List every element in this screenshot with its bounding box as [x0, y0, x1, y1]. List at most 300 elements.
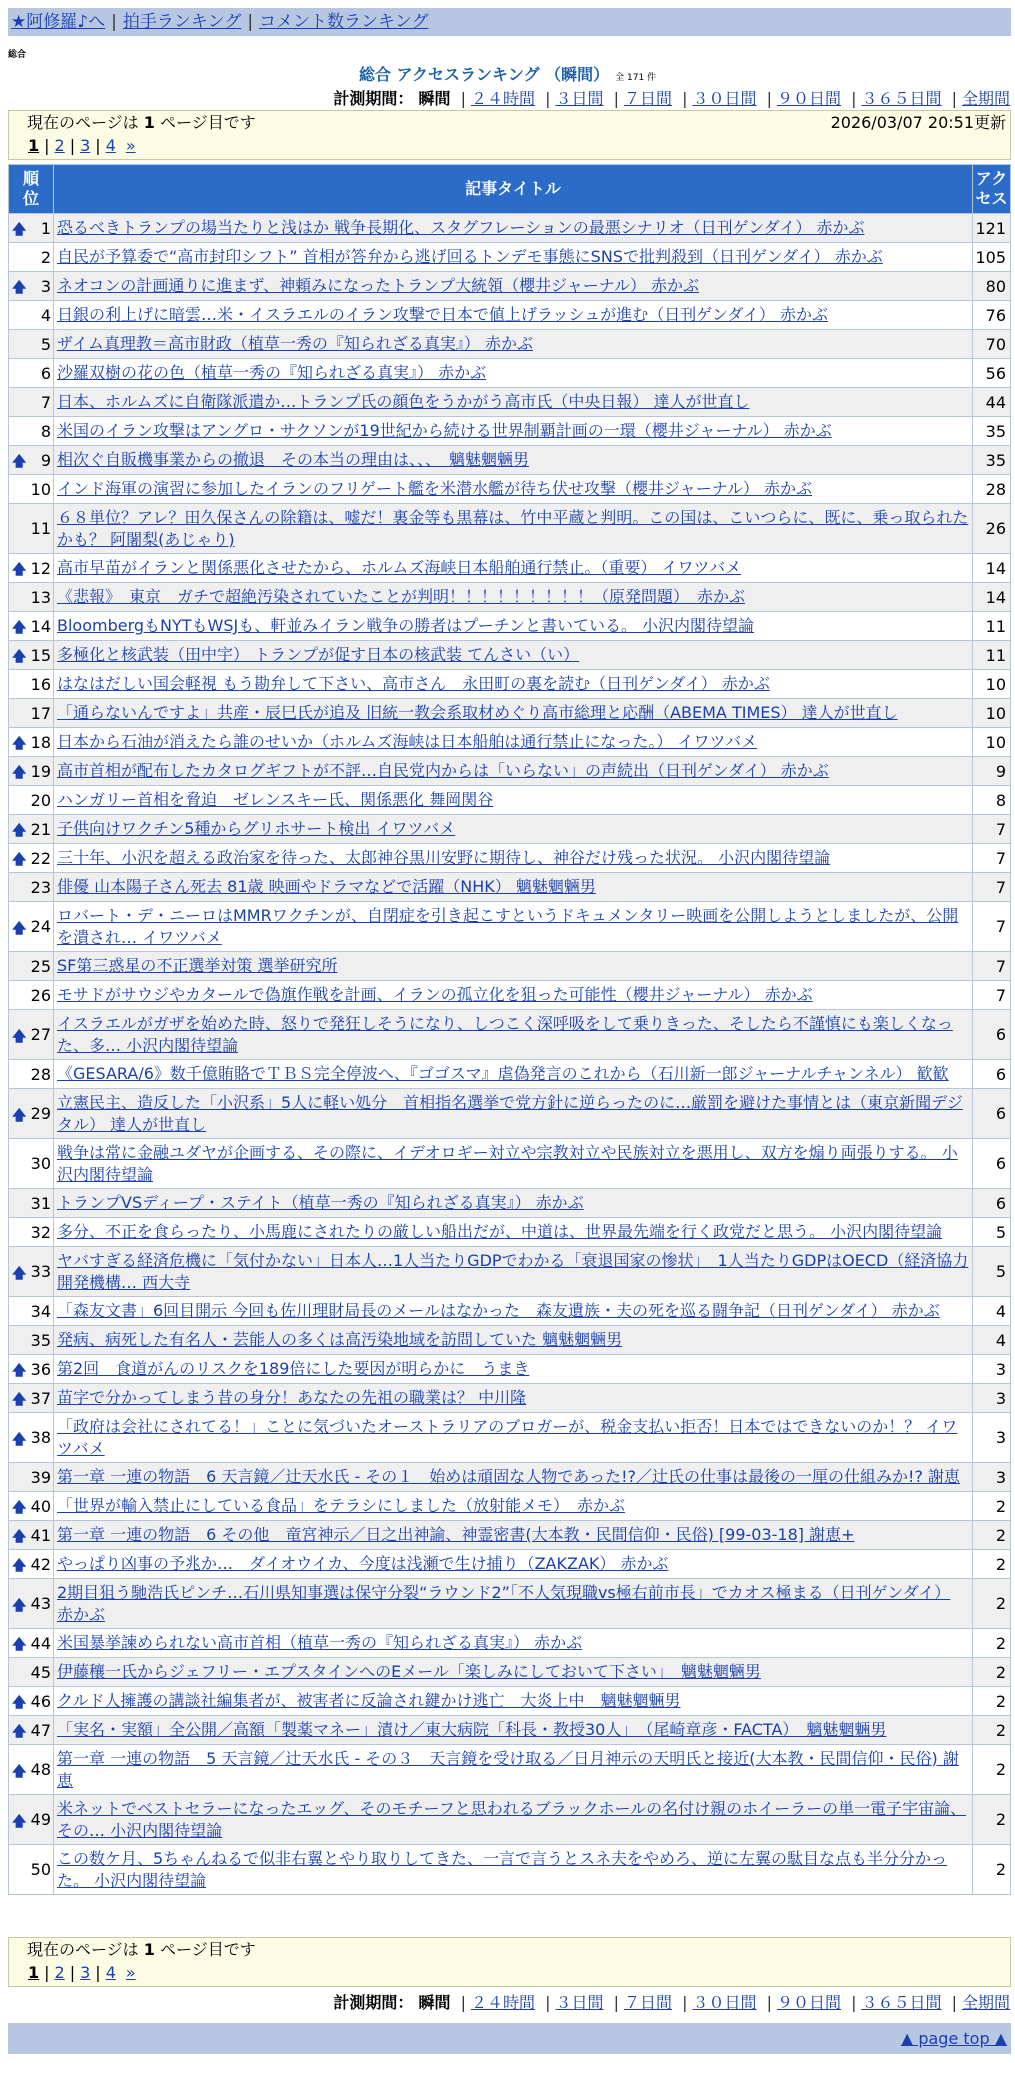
rank-cell [9, 1089, 54, 1139]
access-count: 10 [973, 699, 1011, 728]
article-link[interactable]: 相次ぐ自販機事業からの撤退 その本当の理由は、、、 魑魅魍魎男 [57, 450, 530, 469]
title-cell [54, 1579, 973, 1629]
period-link-30d[interactable]: ３０日間 [692, 89, 757, 108]
title-cell [54, 475, 973, 504]
table-row [9, 1492, 1011, 1521]
table-row [9, 873, 1011, 902]
article-link[interactable]: この数ケ月、5ちゃんねるで似非右翼とやり取りしてきた、一言で言うとスネ夫をやめろ、逆に左翼の駄目な点も半分分かった。 小沢内閣待望論 [57, 1848, 948, 1890]
article-link[interactable]: 「通らないんですよ」共産・辰巳氏が追及 旧統一教会系取材めぐり高市総理と応酬（ABEMA TIMES） 達人が世直し [57, 703, 898, 722]
article-link[interactable]: 日銀の利上げに暗雲…米・イスラエルのイラン攻撃で日本で値上げラッシュが進む（日刊ゲンダイ） 赤かぶ [57, 305, 829, 324]
rank-cell [9, 1218, 54, 1247]
article-link[interactable]: 米国のイラン攻撃はアングロ・サクソンが19世紀から続ける世界制覇計画の一環（櫻井ジャーナル） 赤かぶ [57, 421, 832, 440]
article-link[interactable]: 「世界が輸入禁止にしている食品」をテラシにしました（放射能メモ） 赤かぶ [57, 1496, 626, 1515]
table-row [9, 504, 1011, 554]
article-link[interactable]: 自民が予算委で“高市封印シフト” 首相が答弁から逃げ回るトンデモ事態にSNSで批判殺到（日刊ゲンダイ） 赤かぶ [57, 247, 883, 266]
title-cell [54, 699, 973, 728]
access-count: 7 [973, 952, 1011, 981]
header-access: アクセス [973, 165, 1011, 214]
table-row [9, 1463, 1011, 1492]
rank-number: 29 [30, 1104, 51, 1123]
page-link-3[interactable]: 3 [80, 136, 91, 155]
article-link[interactable]: SF第三惑星の不正選挙対策 選挙研究所 [57, 956, 338, 975]
rank-number: 12 [30, 558, 51, 578]
article-link[interactable]: 戦争は常に金融ユダヤが企画する、その際に、イデオロギー対立や宗教対立や民族対立を悪用し、双方を煽り両張りする。 小沢内閣待望論 [57, 1142, 958, 1184]
page-top-link[interactable]: ▲ page top ▲ [900, 2029, 1007, 2048]
period-link-3d[interactable]: ３日間 [555, 89, 604, 108]
article-link[interactable]: 発病、病死した有名人・芸能人の多くは高汚染地域を訪問していた 魑魅魍魎男 [57, 1330, 623, 1349]
rank-cell [9, 417, 54, 446]
access-count: 4 [973, 1326, 1011, 1355]
rank-number: 36 [30, 1359, 51, 1379]
up-arrow-icon: 🡅 [12, 1028, 27, 1045]
access-count: 2 [973, 1579, 1011, 1629]
rank-cell [9, 1745, 54, 1795]
article-link[interactable]: 高市早苗がイランと関係悪化させたから、ホルムズ海峡日本船舶通行禁止。（重要） イワツバメ [57, 558, 742, 577]
title-cell [54, 1521, 973, 1550]
rank-number: 31 [30, 1193, 51, 1213]
pager-top [8, 110, 1011, 160]
article-link[interactable]: 苗字で分かってしまう昔の身分！あなたの先祖の職業は？ 中川隆 [57, 1388, 527, 1407]
access-count: 5 [973, 1247, 1011, 1297]
period-link-all[interactable]: 全期間 [961, 89, 1010, 108]
ranking-body [9, 214, 1011, 1895]
rank-number: 3 [40, 276, 51, 296]
up-arrow-icon: 🡅 [12, 1558, 27, 1574]
access-count: 76 [973, 301, 1011, 330]
table-row [9, 1060, 1011, 1089]
article-link[interactable]: クルド人擁護の講談社編集者が、被害者に反論され鍵かけ逃亡 大炎上中 魑魅魍魎男 [57, 1691, 681, 1710]
title-cell [54, 1492, 973, 1521]
access-count: 10 [973, 670, 1011, 699]
rank-number: 23 [30, 877, 51, 897]
title-cell [54, 1010, 973, 1060]
article-link[interactable]: はなはだしい国会軽視 もう勘弁して下さい、高市さん 永田町の裏を読む（日刊ゲンダイ） 赤かぶ [57, 674, 770, 693]
rank-number: 2 [40, 247, 51, 267]
rank-number: 19 [30, 761, 51, 781]
up-arrow-icon: 🡅 [12, 222, 27, 238]
title-cell [54, 1218, 973, 1247]
article-link[interactable]: 高市首相が配布したカタログギフトが不評…自民党内からは「いらない」の声続出（日刊ゲンダイ） 赤かぶ [57, 761, 829, 780]
up-arrow-icon: 🡅 [12, 1813, 27, 1830]
article-link[interactable]: 多分、不正を食らったり、小馬鹿にされたりの厳しい船出だが、中道は、世界最先端を行く政党だと思う。 小沢内閣待望論 [57, 1222, 943, 1241]
access-count: 14 [973, 583, 1011, 612]
table-row [9, 1579, 1011, 1629]
access-count: 44 [973, 388, 1011, 417]
table-row [9, 1297, 1011, 1326]
access-count: 56 [973, 359, 1011, 388]
rank-number: 15 [30, 645, 51, 665]
title-cell [54, 1795, 973, 1845]
title-cell [54, 1629, 973, 1658]
title-cell [54, 504, 973, 554]
pagination: 1 | 2 | 3 | 4 » [28, 1963, 136, 1982]
article-link[interactable]: 三十年、小沢を超える政治家を待った、太郎神谷黒川安野に期待し、神谷だけ残った状況。 小沢内閣待望論 [57, 848, 831, 867]
title-cell [54, 1716, 973, 1745]
page-status: 現在のページは 1 ページ目です 2026/03/07 20:51更新 [9, 111, 1010, 135]
table-row [9, 1384, 1011, 1413]
rank-cell [9, 446, 54, 475]
access-count: 3 [973, 1384, 1011, 1413]
rank-cell [9, 1247, 54, 1297]
article-link[interactable]: ６８単位？アレ？田久保さんの除籍は、嘘だ！裏金等も黒幕は、竹中平蔵と判明。この国は、こいつらに、既に、乗っ取られたかも？ 阿闍梨(あじゃり) [57, 507, 969, 549]
rank-cell [9, 873, 54, 902]
rank-cell [9, 388, 54, 417]
table-row [9, 902, 1011, 952]
rank-number: 8 [40, 421, 51, 441]
article-link[interactable]: モサドがサウジやカタールで偽旗作戦を計画、イランの孤立化を狙った可能性（櫻井ジャーナル） 赤かぶ [57, 985, 813, 1004]
nav-separator: | [111, 12, 117, 32]
rank-cell [9, 583, 54, 612]
rank-number: 37 [30, 1388, 51, 1408]
page-link-2[interactable]: 2 [54, 1963, 65, 1982]
rank-cell [9, 1795, 54, 1845]
article-link[interactable]: 2期目狙う馳浩氏ピンチ…石川県知事選は保守分裂“ラウンド2”「不人気現職vs極右前市長」でカオス極まる（日刊ゲンダイ） 赤かぶ [57, 1582, 951, 1624]
table-row [9, 1139, 1011, 1189]
article-link[interactable]: ザイム真理教＝高市財政（植草一秀の『知られざる真実』） 赤かぶ [57, 334, 533, 353]
rank-cell [9, 475, 54, 504]
access-count: 7 [973, 981, 1011, 1010]
rank-cell [9, 728, 54, 757]
up-arrow-icon: 🡅 [12, 620, 27, 636]
access-count: 2 [973, 1658, 1011, 1687]
article-link[interactable]: 俳優 山本陽子さん死去 81歳 映画やドラマなどで活躍（NHK） 魑魅魍魎男 [57, 877, 596, 896]
total-count: 全 171 件 [615, 73, 657, 83]
title-cell [54, 641, 973, 670]
table-row [9, 554, 1011, 583]
access-count: 3 [973, 1463, 1011, 1492]
table-row [9, 1326, 1011, 1355]
access-count: 28 [973, 475, 1011, 504]
table-row [9, 670, 1011, 699]
title-cell [54, 359, 973, 388]
article-link[interactable]: ロバート・デ・ニーロはMMRワクチンが、自閉症を引き起こすというドキュメンタリー映画を公開しようとしましたが、公開を潰され… イワツバメ [57, 905, 959, 947]
up-arrow-icon: 🡅 [12, 1695, 27, 1711]
up-arrow-icon: 🡅 [12, 649, 27, 665]
rank-number: 50 [30, 1860, 51, 1879]
title-cell [54, 388, 973, 417]
article-link[interactable]: 第一章 一連の物語 5 天言鏡／辻天水氏 - その３ 天言鏡を受け取る／日月神示の天明氏と接近(大本教・民間信仰・民俗) 謝恵 [57, 1748, 959, 1790]
rank-cell [9, 214, 54, 243]
up-arrow-icon: 🡅 [12, 1637, 27, 1653]
access-count: 6 [973, 1189, 1011, 1218]
article-link[interactable]: 《悲報》 東京 ガチで超絶汚染されていたことが判明！！！！！！！！！（原発問題） 赤かぶ [57, 587, 746, 606]
title-cell [54, 1247, 973, 1297]
article-link[interactable]: 日本、ホルムズに自衛隊派遣か…トランプ氏の顔色をうかがう高市氏（中央日報） 達人が世直し [57, 392, 750, 411]
title-cell [54, 1355, 973, 1384]
rank-cell [9, 1189, 54, 1218]
period-label: 計測期間： [333, 1993, 414, 2012]
article-link[interactable]: 子供向けワクチン5種からグリホサート検出 イワツバメ [57, 819, 456, 838]
title-cell [54, 1060, 973, 1089]
table-row [9, 1687, 1011, 1716]
access-count: 2 [973, 1795, 1011, 1845]
period-link-365d[interactable]: ３６５日間 [861, 1993, 942, 2012]
rank-cell [9, 359, 54, 388]
title-cell [54, 301, 973, 330]
rank-number: 44 [30, 1633, 51, 1653]
table-row [9, 952, 1011, 981]
page-link-2[interactable]: 2 [54, 136, 65, 155]
title-cell [54, 786, 973, 815]
rank-number: 42 [30, 1554, 51, 1574]
article-link[interactable]: ネオコンの計画通りに進まず、神頼みになったトランプ大統領（櫻井ジャーナル） 赤かぶ [57, 276, 700, 295]
title-cell [54, 272, 973, 301]
category-tag: 総合 [8, 50, 27, 60]
article-link[interactable]: トランプVSディープ・ステイト（植草一秀の『知られざる真実』） 赤かぶ [57, 1193, 584, 1212]
period-current: 瞬間 [418, 1993, 451, 2012]
rank-cell [9, 301, 54, 330]
up-arrow-icon: 🡅 [12, 1500, 27, 1516]
rank-number: 17 [30, 703, 51, 723]
table-row [9, 612, 1011, 641]
title-cell [54, 1089, 973, 1139]
title-cell [54, 554, 973, 583]
rank-number: 43 [30, 1594, 51, 1613]
table-row [9, 1550, 1011, 1579]
rank-cell [9, 554, 54, 583]
access-count: 7 [973, 844, 1011, 873]
page-current: 1 [28, 136, 40, 155]
rank-number: 4 [40, 305, 51, 325]
table-row [9, 1089, 1011, 1139]
access-count: 2 [973, 1716, 1011, 1745]
title-cell [54, 1384, 973, 1413]
table-row [9, 301, 1011, 330]
period-link-90d[interactable]: ９０日間 [776, 1993, 841, 2012]
title-cell [54, 583, 973, 612]
title-cell [54, 243, 973, 272]
article-link[interactable]: 第一章 一連の物語 6 その他 竜宮神示／日之出神諭、神霊密書(大本教・民間信仰・民俗) [99-03-18] 謝恵+ [57, 1525, 855, 1544]
period-current: 瞬間 [418, 89, 451, 108]
article-link[interactable]: 立憲民主、造反した「小沢系」5人に軽い処分 首相指名選挙で党方針に逆らったのに…厳罰を避けた事情とは（東京新聞デジタル） 達人が世直し [57, 1092, 963, 1134]
table-row [9, 981, 1011, 1010]
pagination: 1 | 2 | 3 | 4 » [28, 136, 136, 155]
rank-cell [9, 330, 54, 359]
article-link[interactable]: 「政府は会社にされてる！」ことに気づいたオーストラリアのブロガーが、税金支払い拒否！日本ではできないのか！？ イワツバメ [57, 1416, 958, 1458]
period-link-all[interactable]: 全期間 [961, 1993, 1010, 2012]
rank-number: 33 [30, 1262, 51, 1281]
rank-cell [9, 1521, 54, 1550]
rank-cell [9, 1355, 54, 1384]
table-row [9, 446, 1011, 475]
access-count: 35 [973, 417, 1011, 446]
title-cell [54, 815, 973, 844]
page-next-link[interactable]: » [125, 1963, 136, 1982]
up-arrow-icon: 🡅 [12, 280, 27, 296]
page-link-3[interactable]: 3 [80, 1963, 91, 1982]
rank-cell [9, 1492, 54, 1521]
article-link[interactable]: BloombergもNYTもWSJも、軒並みイラン戦争の勝者はプーチンと書いている。 小沢内閣待望論 [57, 616, 755, 635]
page-current: 1 [28, 1963, 40, 1982]
access-count: 2 [973, 1629, 1011, 1658]
table-row [9, 1413, 1011, 1463]
access-count: 2 [973, 1845, 1011, 1895]
rank-number: 47 [30, 1720, 51, 1740]
up-arrow-icon: 🡅 [12, 823, 27, 839]
rank-cell [9, 1010, 54, 1060]
article-link[interactable]: ハンガリー首相を脅迫 ゼレンスキー氏、関係悪化 舞岡関谷 [57, 790, 494, 809]
access-count: 11 [973, 641, 1011, 670]
table-row [9, 1629, 1011, 1658]
period-link-7d[interactable]: ７日間 [623, 1993, 672, 2012]
up-arrow-icon: 🡅 [12, 1265, 27, 1282]
title-cell [54, 1687, 973, 1716]
nav-link-asyura[interactable]: ★阿修羅♪へ [11, 12, 106, 32]
access-count: 6 [973, 1089, 1011, 1139]
page-link-4[interactable]: 4 [105, 1963, 116, 1982]
rank-number: 7 [40, 392, 51, 412]
rank-number: 22 [30, 848, 51, 868]
period-link-24h[interactable]: ２４時間 [470, 89, 535, 108]
access-count: 8 [973, 786, 1011, 815]
article-link[interactable]: 第2回 食道がんのリスクを189倍にした要因が明らかに うまき [57, 1359, 530, 1378]
title-cell [54, 446, 973, 475]
title-cell [54, 1845, 973, 1895]
article-link[interactable]: 恐るべきトランプの場当たりと浅はか 戦争長期化、スタグフレーションの最悪シナリオ（日刊ゲンダイ） 赤かぶ [57, 218, 865, 237]
rank-number: 21 [30, 819, 51, 839]
table-row [9, 757, 1011, 786]
rank-number: 6 [40, 363, 51, 383]
rank-number: 10 [30, 479, 51, 499]
rank-cell [9, 786, 54, 815]
rank-cell [9, 1463, 54, 1492]
period-link-30d[interactable]: ３０日間 [692, 1993, 757, 2012]
article-link[interactable]: やっぱり凶事の予兆か… ダイオウイカ、今度は浅瀬で生け捕り（ZAKZAK） 赤かぶ [57, 1554, 669, 1573]
article-link[interactable]: インド海軍の演習に参加したイランのフリゲート艦を米潜水艦が待ち伏せ攻撃（櫻井ジャーナル） 赤かぶ [57, 479, 813, 498]
title-cell [54, 1463, 973, 1492]
up-arrow-icon: 🡅 [12, 852, 27, 868]
table-row [9, 1218, 1011, 1247]
access-count: 11 [973, 612, 1011, 641]
up-arrow-icon: 🡅 [12, 1724, 27, 1740]
nav-link-clap-ranking[interactable]: 拍手ランキング [122, 12, 242, 32]
title-cell [54, 1658, 973, 1687]
title-cell [54, 1745, 973, 1795]
article-link[interactable]: 第一章 一連の物語 6 天言鏡／辻天水氏 - その１ 始めは頑固な人物であった!?／辻氏の仕事は最後の一厘の仕組みか!? 謝恵 [57, 1467, 961, 1486]
table-row [9, 728, 1011, 757]
access-count: 2 [973, 1550, 1011, 1579]
access-count: 2 [973, 1521, 1011, 1550]
up-arrow-icon: 🡅 [12, 765, 27, 781]
period-link-3d[interactable]: ３日間 [555, 1993, 604, 2012]
up-arrow-icon: 🡅 [12, 1392, 27, 1408]
updated-timestamp: 2026/03/07 20:51更新 [830, 113, 1006, 132]
access-count: 3 [973, 1413, 1011, 1463]
period-link-90d[interactable]: ９０日間 [776, 89, 841, 108]
rank-cell [9, 1629, 54, 1658]
rank-cell [9, 815, 54, 844]
table-row [9, 1716, 1011, 1745]
up-arrow-icon: 🡅 [12, 1763, 27, 1780]
article-link[interactable]: 多極化と核武装（田中宇） トランプが促す日本の核武装 てんさい（い） [57, 645, 580, 664]
rank-cell [9, 1550, 54, 1579]
article-link[interactable]: イスラエルがガザを始めた時、怒りで発狂しそうになり、しつこく深呼吸をして乗りきった、そしたら不謹慎にも楽しくなった、多… 小沢内閣待望論 [57, 1013, 953, 1055]
table-row [9, 641, 1011, 670]
up-arrow-icon: 🡅 [12, 1431, 27, 1448]
access-count: 105 [973, 243, 1011, 272]
title-cell [54, 757, 973, 786]
up-arrow-icon: 🡅 [12, 1529, 27, 1545]
rank-cell [9, 699, 54, 728]
rank-number: 18 [30, 732, 51, 752]
rank-number: 48 [30, 1760, 51, 1779]
rank-number: 9 [40, 450, 51, 470]
top-nav-bar [8, 8, 1011, 36]
table-row [9, 1795, 1011, 1845]
table-row [9, 1010, 1011, 1060]
rank-cell [9, 1326, 54, 1355]
up-arrow-icon: 🡅 [12, 736, 27, 752]
article-link[interactable]: 「森友文書」6回目開示 今回も佐川理財局長のメールはなかった 森友遺族・夫の死を巡る闘争記（日刊ゲンダイ） 赤かぶ [57, 1301, 940, 1320]
article-link[interactable]: 日本から石油が消えたら誰のせいか（ホルムズ海峡は日本船舶は通行禁止になった。） イワツバメ [57, 732, 758, 751]
rank-cell [9, 1687, 54, 1716]
access-count: 2 [973, 1687, 1011, 1716]
page-link-4[interactable]: 4 [105, 136, 116, 155]
rank-number: 35 [30, 1330, 51, 1350]
up-arrow-icon: 🡅 [12, 1107, 27, 1124]
rank-cell [9, 952, 54, 981]
rank-cell [9, 670, 54, 699]
access-count: 6 [973, 1010, 1011, 1060]
article-link[interactable]: 米国暴挙諫められない高市首相（植草一秀の『知られざる真実』） 赤かぶ [57, 1633, 583, 1652]
access-count: 6 [973, 1060, 1011, 1089]
rank-number: 38 [30, 1428, 51, 1447]
rank-cell [9, 757, 54, 786]
page-status: 現在のページは 1 ページ目です [27, 1940, 256, 1959]
rank-number: 30 [30, 1154, 51, 1173]
article-link[interactable]: 米ネットでベストセラーになったエッグ、そのモチーフと思われるブラックホールの名付け親のホイーラーの単一電子宇宙論、その… 小沢内閣待望論 [57, 1798, 967, 1840]
rank-number: 32 [30, 1222, 51, 1242]
rank-cell [9, 1413, 54, 1463]
table-row [9, 786, 1011, 815]
up-arrow-icon: 🡅 [12, 920, 27, 937]
period-link-24h[interactable]: ２４時間 [470, 1993, 535, 2012]
table-row [9, 475, 1011, 504]
article-link[interactable]: 沙羅双樹の花の色（植草一秀の『知られざる真実』） 赤かぶ [57, 363, 487, 382]
period-link-365d[interactable]: ３６５日間 [861, 89, 942, 108]
table-row [9, 388, 1011, 417]
title-cell [54, 670, 973, 699]
header-rank: 順位 [9, 165, 54, 214]
access-count: 35 [973, 446, 1011, 475]
nav-link-comment-ranking[interactable]: コメント数ランキング [259, 12, 429, 32]
access-count: 10 [973, 728, 1011, 757]
rank-cell [9, 1297, 54, 1326]
rank-cell [9, 1716, 54, 1745]
rank-number: 1 [40, 218, 51, 238]
rank-cell [9, 612, 54, 641]
period-link-7d[interactable]: ７日間 [623, 89, 672, 108]
period-selector-top: 計測期間： 瞬間 | ２４時間 | ３日間 | ７日間 | ３０日間 | ９０日間 | ３６５日間 | 全期間 [333, 89, 1010, 108]
article-link[interactable]: 《GESARA/6》数千億賄賂でＴＢＳ完全停波へ、『ゴゴスマ』虐偽発言のこれから（石川新一郎ジャーナルチャンネル） 歓歓 [57, 1064, 949, 1083]
rank-cell [9, 902, 54, 952]
article-link[interactable]: ヤバすぎる経済危機に「気付かない」日本人…1人当たりGDPでわかる「衰退国家の惨状」 1人当たりGDPはOECD（経済協力開発機構… 西大寺 [57, 1250, 969, 1292]
page-next-link[interactable]: » [125, 136, 136, 155]
rank-number: 27 [30, 1025, 51, 1044]
title-cell [54, 417, 973, 446]
table-row [9, 1355, 1011, 1384]
rank-cell [9, 1139, 54, 1189]
up-arrow-icon: 🡅 [12, 454, 27, 470]
title-cell [54, 612, 973, 641]
article-link[interactable]: 伊藤穰一氏からジェフリー・エプスタインへのEメール「楽しみにしておいて下さい」 魑魅魍魎男 [57, 1662, 761, 1681]
article-link[interactable]: 「実名・実額」全公開／高額「製薬マネー」漬け／東大病院「科長・教授30人」 （尾崎章彦・FACTA） 魑魅魍魎男 [57, 1720, 887, 1739]
header-title: 記事タイトル [54, 165, 973, 214]
nav-separator: | [247, 12, 254, 32]
access-count: 7 [973, 873, 1011, 902]
rank-number: 25 [30, 956, 51, 976]
page-title [0, 62, 1015, 85]
